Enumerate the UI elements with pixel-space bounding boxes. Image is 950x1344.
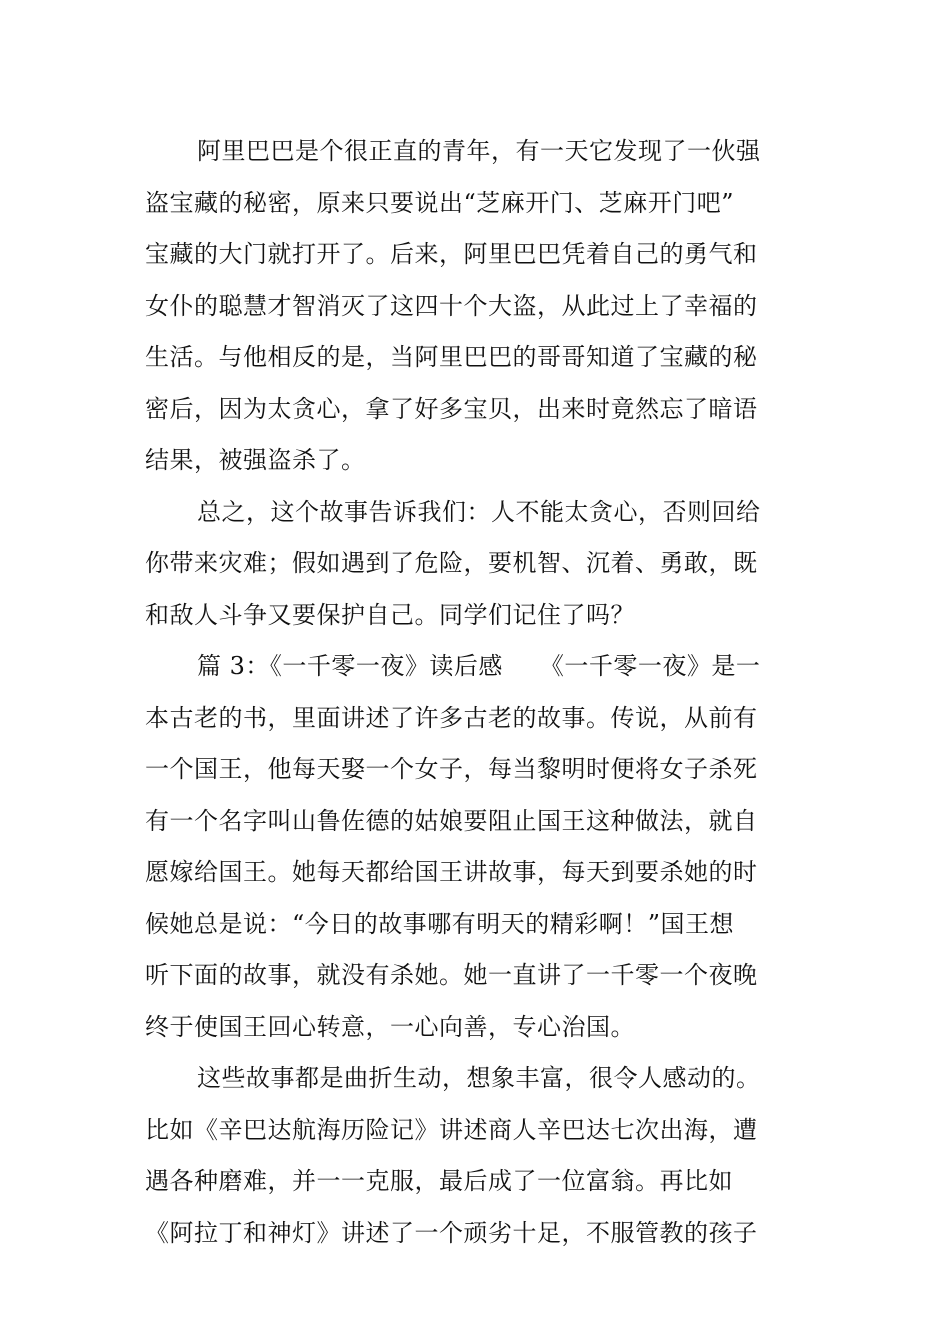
- text-line: 和敌人斗争又要保护自己。同学们记住了吗？: [145, 600, 635, 629]
- text-line: 女仆的聪慧才智消灭了这四十个大盗，从此过上了幸福的: [145, 291, 758, 320]
- text-line: 候她总是说：“今日的故事哪有明天的精彩啊！”国王想: [145, 909, 735, 938]
- text-line: 你带来灾难；假如遇到了危险，要机智、沉着、勇敢，既: [145, 549, 758, 577]
- text-line: 有一个名字叫山鲁佐德的姑娘要阻止国王这种做法，就自: [145, 806, 758, 835]
- text-line: 密后，因为太贪心，拿了好多宝贝，出来时竟然忘了暗语: [145, 394, 758, 423]
- text-line: 篇 3：《一千零一夜》读后感 《一千零一夜》是一: [197, 652, 761, 680]
- text-line: 结果，被强盗杀了。: [145, 446, 366, 474]
- text-line: 《阿拉丁和神灯》讲述了一个顽劣十足，不服管教的孩子: [145, 1218, 758, 1247]
- text-line: 本古老的书，里面讲述了许多古老的故事。传说，从前有: [145, 703, 758, 732]
- text-line: 这些故事都是曲折生动，想象丰富，很令人感动的。: [197, 1064, 761, 1092]
- text-line: 遇各种磨难，并一一克服，最后成了一位富翁。再比如: [145, 1167, 733, 1195]
- text-line: 终于使国王回心转意，一心向善，专心治国。: [145, 1012, 635, 1041]
- text-line: 愿嫁给国王。她每天都给国王讲故事，每天到要杀她的时: [145, 858, 758, 886]
- text-line: 宝藏的大门就打开了。后来，阿里巴巴凭着自己的勇气和: [145, 240, 758, 268]
- document-body: [145, 126, 815, 1259]
- text-line: 生活。与他相反的是，当阿里巴巴的哥哥知道了宝藏的秘: [145, 343, 758, 371]
- text-line: 比如《辛巴达航海历险记》讲述商人辛巴达七次出海，遭: [145, 1115, 758, 1144]
- text-line: 一个国王，他每天娶一个女子，每当黎明时便将女子杀死: [145, 755, 758, 783]
- text-line: 盗宝藏的秘密，原来只要说出“芝麻开门、芝麻开门吧”: [145, 188, 735, 217]
- text-line: 听下面的故事，就没有杀她。她一直讲了一千零一个夜晚: [145, 961, 758, 989]
- text-line: 总之，这个故事告诉我们：人不能太贪心，否则回给: [197, 497, 761, 526]
- text-line: 阿里巴巴是个很正直的青年，有一天它发现了一伙强: [197, 137, 761, 165]
